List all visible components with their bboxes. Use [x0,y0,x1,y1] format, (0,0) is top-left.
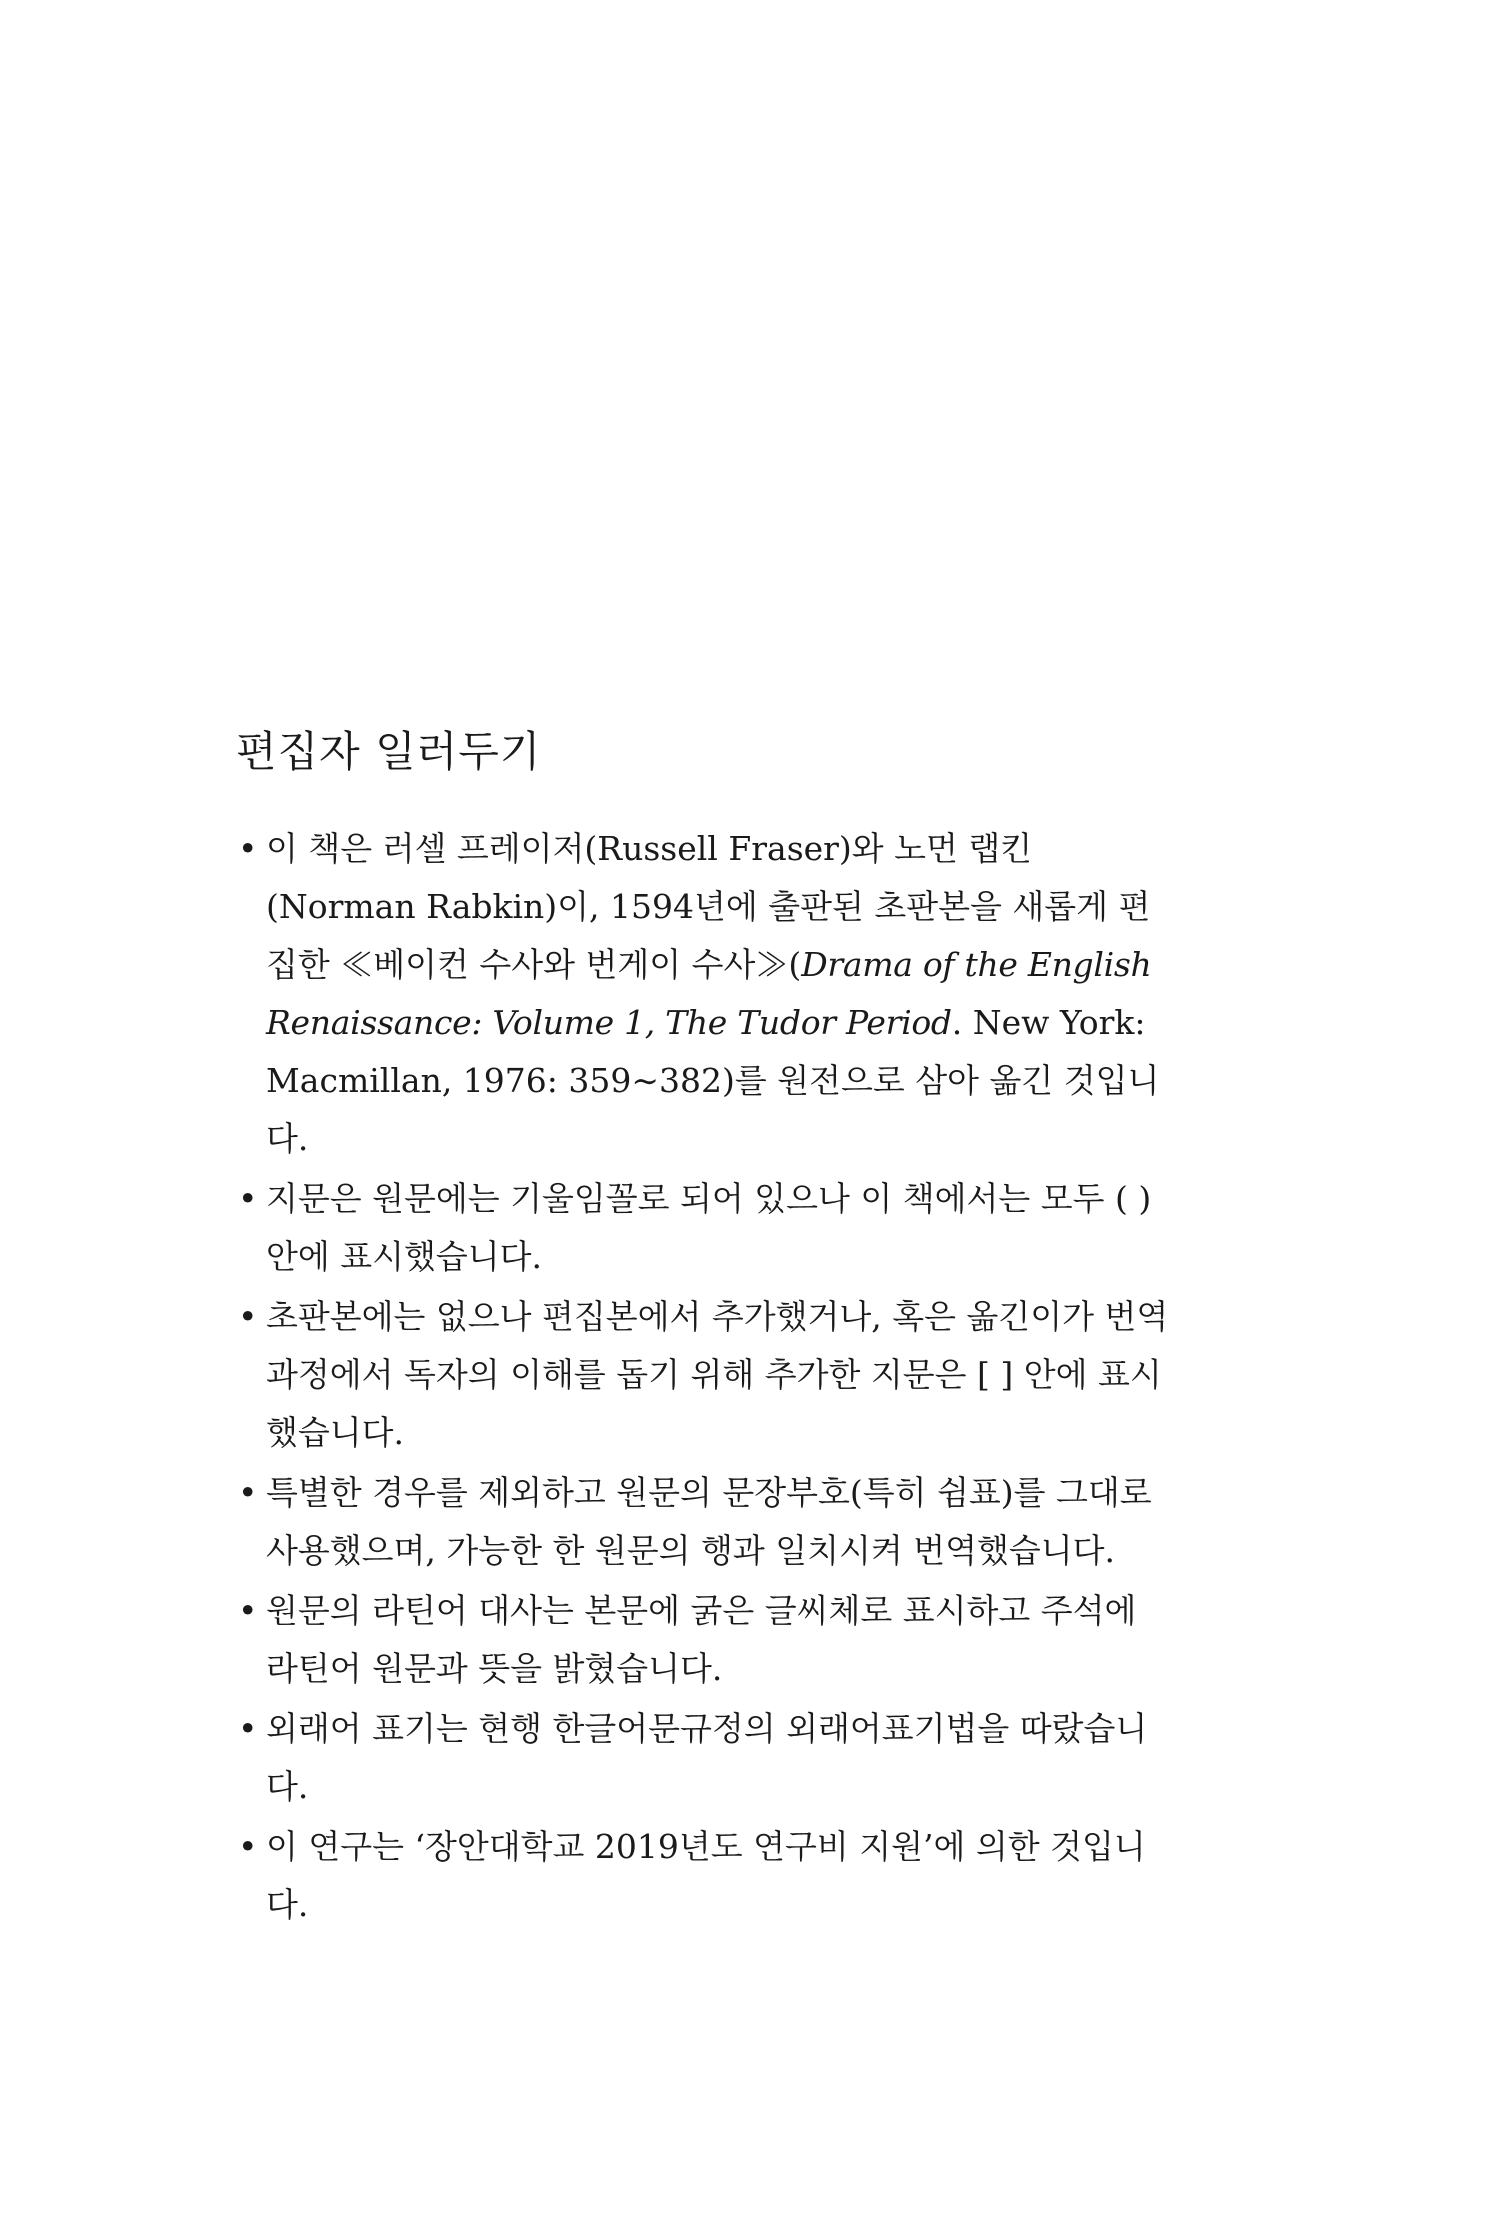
bullet-icon: • [238,1709,258,1748]
note-text: 지문은 원문에는 기울임꼴로 되어 있으나 이 책에서는 모두 ( ) 안에 표시했습니다. [266,1179,1152,1276]
note-text: 외래어 표기는 현행 한글어문규정의 외래어표기법을 따랐습니다. [266,1709,1148,1806]
bullet-icon: • [238,829,258,868]
note-item-loanwords [236,1700,1176,1816]
note-text: 이 연구는 ‘장안대학교 2019년도 연구비 지원’에 의한 것입니다. [266,1827,1146,1924]
note-italic-title: Drama of the English Renaissance: Volume 1, The Tudor Period [266,945,1152,1042]
note-item-punctuation [236,1464,1176,1580]
note-item-latin [236,1582,1176,1698]
note-text: 초판본에는 없으나 편집본에서 추가했거나, 혹은 옮긴이가 번역 과정에서 독자의 이해를 돕기 위해 추가한 지문은 [ ] 안에 표시했습니다. [266,1297,1169,1452]
note-text: 이 책은 러셀 프레이저(Russell Fraser)와 노먼 랩킨(Norman Rabkin)이, 1594년에 출판된 초판본을 새롭게 편집한 ≪베이컨 수사와 번게이 수사≫( [266,829,1151,984]
bullet-icon: • [238,1297,258,1336]
notes-list [236,820,1176,1936]
note-text: 특별한 경우를 제외하고 원문의 문장부호(특히 쉼표)를 그대로 사용했으며, 가능한 한 원문의 행과 일치시켜 번역했습니다. [266,1473,1152,1570]
note-item-stage-directions [236,1170,1176,1286]
bullet-icon: • [238,1591,258,1630]
note-text: 원문의 라틴어 대사는 본문에 굵은 글씨체로 표시하고 주석에 라틴어 원문과 뜻을 밝혔습니다. [266,1591,1137,1688]
note-text: . New York: Macmillan, 1976: 359∼382)를 원전으로 삼아 옮긴 것입니다. [266,1003,1160,1158]
bullet-icon: • [238,1179,258,1218]
note-item-funding [236,1818,1176,1934]
note-item-added-directions [236,1288,1176,1462]
bullet-icon: • [238,1473,258,1512]
note-item-source [236,820,1176,1168]
bullet-icon: • [238,1827,258,1866]
page-title: 편집자 일러두기 [236,727,542,776]
